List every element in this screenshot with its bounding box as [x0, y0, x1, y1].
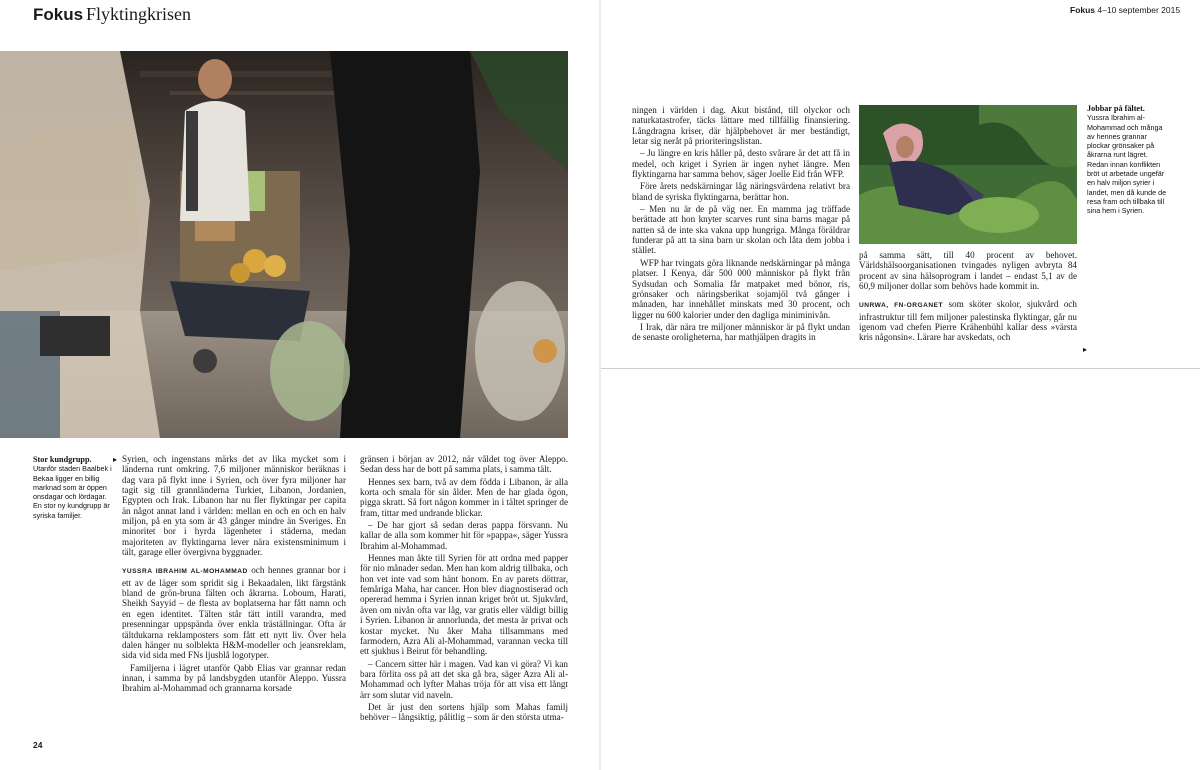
issue-brand: Fokus [1070, 5, 1096, 15]
market-photo [0, 51, 568, 438]
article-column-3 [632, 105, 850, 345]
paragraph: Före årets nedskärningar låg näringsvärdena relativt bra bland de syriska flyktingarna, berättar hon. [632, 181, 850, 202]
paragraph: Hennes sex barn, två av dem födda i Libanon, är alla korta och smala för sin ålder. Men de har glada ögon, pigga skratt. Så fort någon kommer in i tältet springer de fram, tittar med undrande blickar. [360, 476, 568, 518]
photo-caption-field [1087, 104, 1167, 216]
caption-arrow-marker: ▸ [113, 455, 118, 464]
field-worker-photo [859, 105, 1077, 244]
paragraph: Familjerna i lägret utanför Qabb Elias var grannar redan innan, i samma by på landsbygden utanför Aleppo. Yussra Ibrahim al-Mohammad och grannarna korsade [122, 662, 346, 694]
paragraph: – Ju längre en kris håller på, desto svårare är det att få in medel, och kriget i Syrien är ingen nyhet längre. Men flyktingarna har samma behov, säger Joelle Eid från WFP. [632, 148, 850, 180]
paragraph: på samma sätt, till 40 procent av behovet. Världshälsoorganisationen tvingades nyligen avbryta 84 procent av sina hälsoprogram i landet – endast 5,1 av de 60,9 miljoner dollar som behövs hade kommit in. [859, 250, 1077, 292]
paragraph: – Cancern sitter här i magen. Vad kan vi göra? Vi kan bara förlita oss på att det ska gå bra, säger Azra Ali al-Mohammad och lyfter Mahas tröja för att visa ett långt ärr som slutar vid naveln. [360, 658, 568, 700]
paragraph-text: och hennes grannar bor i ett av de läger som spridit sig i Bekaadalen, likt färgstänk bland de grön-bruna fälten och åkrarna. Loboum, Harati, Sheikh Sayyid – de flesta av boplatserna har fått namn och en egen identitet. Tälten står tätt intill varandra, med presenningar uppspända över enkla träställningar. Ofta är tältdukarna reklamposters som fått ett nytt liv. Över hela dalen hänger nu solblekta H&M-modeller och jeansreklam, sida vid sida med FNs ljusblå logotyper. [122, 565, 347, 661]
caption-title: Jobbar på fältet. [1087, 104, 1145, 113]
caption-text: Yussra Ibrahim al-Mohammad och många av hennes grannar plockar grönsaker på åkrarna runt lägret. Redan innan konflikten bröt ut arbetade ungefär en halv miljon syrier i landet, men då kunde de resa fram och tillbaka till sina hem i Syrien. [1087, 113, 1167, 216]
article-column-1 [122, 454, 346, 696]
paragraph: I Irak, där nära tre miljoner människor är på flykt undan de senaste oroligheterna, har mathjälpen dragits in [632, 321, 850, 343]
article-column-2 [360, 454, 568, 725]
article-column-4 [859, 250, 1077, 345]
paragraph-text: som sköter skolor, sjukvård och infrastruktur till fem miljoner palestinska flyktingar, går nu igenom vad chefen Pierre Krähenbühl kallar dess »värsta kris någonsin«. Lärare har avskedats, och [859, 299, 1077, 343]
magazine-brand: Fokus [33, 5, 84, 24]
name-lead-in: YUSSRA IBRAHIM AL-MOHAMMAD [122, 568, 248, 576]
paragraph: gränsen i början av 2012, när våldet tog över Aleppo. Sedan dess har de bott på samma plats, i samma tält. [360, 454, 568, 475]
issue-header [1070, 5, 1180, 15]
page-divider-rule [601, 368, 1200, 369]
caption-title: Stor kundgrupp. [33, 455, 92, 464]
paragraph-with-lead [122, 565, 346, 660]
paragraph: Hennes man åkte till Syrien för att ordna med papper för nio månader sedan. Men han kom aldrig tillbaka, och hon vet inte vad som hänt honom. En av parets döttrar, femåriga Maha, har cancer. Hon blev diagnostiserad och opererad hemma i Syrien innan kriget bröt ut. Sjukvård, även om nivån ofta var låg, var gratis eller väldigt billig i Syrien. Libanon är annorlunda, det mesta är privat och kostar mycket. Nu åker Maha tillsammans med farmodern, Azra Ali al-Mohammad, varannan vecka till ett sjukhus i Beirut för behandling. [360, 553, 568, 657]
section-title: Flyktingkrisen [86, 4, 192, 24]
paragraph: – De har gjort så sedan deras pappa försvann. Nu kallar de alla som kommer hit för »pappa«, säger Yussra Ibrahim al-Mohammad. [360, 520, 568, 551]
issue-date: 4–10 september 2015 [1095, 5, 1181, 15]
paragraph-with-lead [859, 299, 1077, 342]
paragraph: Syrien, och ingenstans märks det av lika mycket som i länderna runt omkring. 7,6 miljoner människor beräknas i dag vara på flykt inne i Syrien, och över fyra miljoner har tagit sig till grannländerna Turkiet, Libanon, Jordanien, Egypten och Irak. Libanon har nu fler flyktingar per capita än något annat land i världen: mellan en och en och en halv miljon, på en yta som är 43 gånger mindre än Sveriges. En minoritet bor i hyrda lägenheter i städerna, medan majoriteten av flyktingarna lever nära existensminimum i tält, garage eller övergivna byggnader. [122, 454, 346, 558]
photo-caption-market [33, 455, 113, 520]
paragraph: WFP har tvingats göra liknande nedskärningar på många platser. I Kenya, där 500 000 människor på flykt från Sydsudan och Somalia får matpaket med bönor, ris, grönsaker och näringsberikat sojamjöl två gånger i månaden, har innehållet minskats med 30 procent, och ligger nu 600 kalorier under den dagliga miniminivån. [632, 257, 850, 320]
paragraph: – Men nu är de på väg ner. En mamma jag träffade berättade att hon knyter scarves runt sina barns magar på natten så de inte ska vakna upp hungriga. Många föräldrar funderar på att ta sina barn ur skolan och låta dem jobba i stället. [632, 204, 850, 256]
spread-gutter [599, 0, 601, 770]
caption-text: Utanför staden Baalbek i Bekaa ligger en billig marknad som är öppen onsdagar och lördagar. En stor ny kundgrupp är syriska familjer. [33, 464, 112, 520]
paragraph: ningen i världen i dag. Akut bistånd, till olyckor och naturkatastrofer, täcks lättare med tillfällig finansiering. Långdragna kriser, där hjälpbehovet är mer beständigt, letar sig neråt på prioriteringslistan. [632, 105, 850, 147]
paragraph: Det är just den sortens hjälp som Mahas familj behöver – långsiktig, pålitlig – som är den största utma- [360, 701, 568, 723]
continue-arrow-marker: ▸ [1083, 345, 1088, 354]
name-lead-in: UNRWA, FN-ORGANET [859, 302, 944, 310]
page-number: 24 [33, 740, 43, 750]
